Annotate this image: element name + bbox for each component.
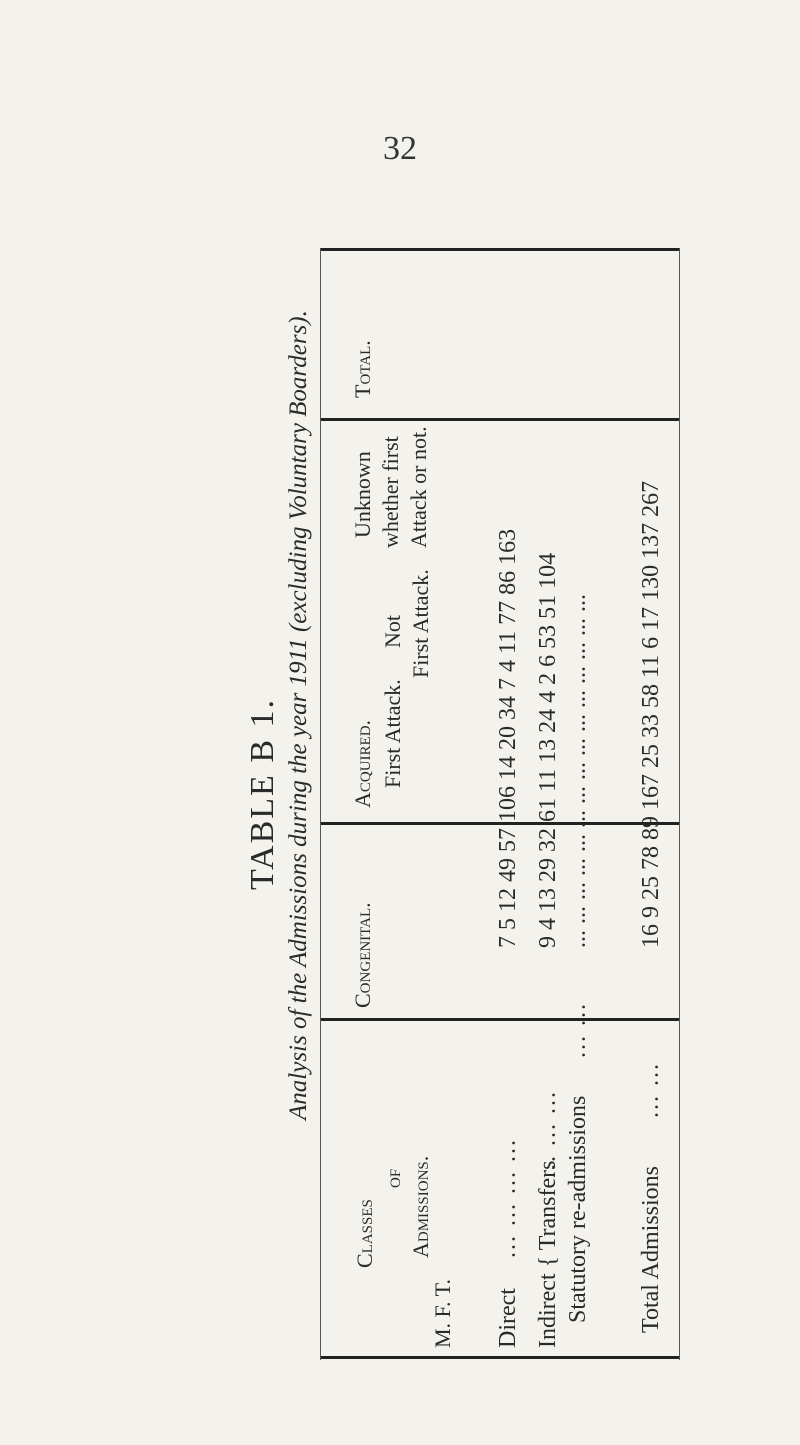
page-number: 32	[383, 130, 417, 167]
row-label-direct: Direct	[495, 1288, 521, 1348]
header-mft: M. F. T.	[430, 1279, 455, 1348]
header-not-first-attack-2: First Attack.	[408, 569, 433, 678]
table-title: TABLE B 1.	[244, 698, 281, 890]
table-bottom-rule	[320, 1356, 680, 1359]
header-of: of	[380, 1168, 405, 1188]
row-values-statutory: ... ... ... ... ... ... ... ... ... ... ... ... ... ... ...	[565, 594, 591, 948]
row-dots-transfers: ... ... ...	[535, 1090, 561, 1178]
header-unknown-3: Attack or not.	[406, 426, 431, 548]
row-dots-direct: ... ... ... ...	[495, 1138, 521, 1258]
total-section-rule	[320, 418, 680, 421]
header-admissions: Admissions.	[408, 1155, 433, 1258]
row-label-total: Total Admissions	[638, 1165, 664, 1333]
row-label-statutory: Statutory re-admissions	[565, 1095, 591, 1323]
left-edge	[320, 248, 321, 1360]
row-values-direct: 7 5 12 49 57 106 14 20 34 7 4 11 77 86 163	[495, 528, 521, 948]
header-acquired: Acquired.	[350, 719, 375, 808]
row-label-transfers: Indirect { Transfers	[535, 1160, 561, 1348]
table-subtitle: Analysis of the Admissions during the year 1911 (excluding Voluntary Boarders).	[285, 310, 312, 1120]
header-classes: Classes	[352, 1199, 377, 1268]
header-congenital: Congenital.	[350, 902, 375, 1008]
row-values-total: 16 9 25 78 89 167 25 33 58 11 6 17 130 137 267	[638, 480, 664, 948]
right-edge	[679, 248, 680, 1360]
header-first-attack: First Attack.	[380, 679, 405, 788]
row-dots-total: ... ...	[638, 1062, 664, 1118]
row-values-transfers: 9 4 13 29 32 61 11 13 24 4 2 6 53 51 104	[535, 552, 561, 948]
congenital-rule	[320, 1018, 680, 1021]
admissions-table	[320, 248, 680, 1360]
header-unknown-1: Unknown	[350, 451, 375, 538]
table-top-rule	[320, 248, 680, 251]
header-total: Total.	[350, 340, 375, 398]
header-unknown-2: whether first	[378, 436, 403, 548]
header-not-first-attack-1: Not	[380, 615, 405, 648]
row-dots-statutory: ... ...	[565, 1002, 591, 1058]
